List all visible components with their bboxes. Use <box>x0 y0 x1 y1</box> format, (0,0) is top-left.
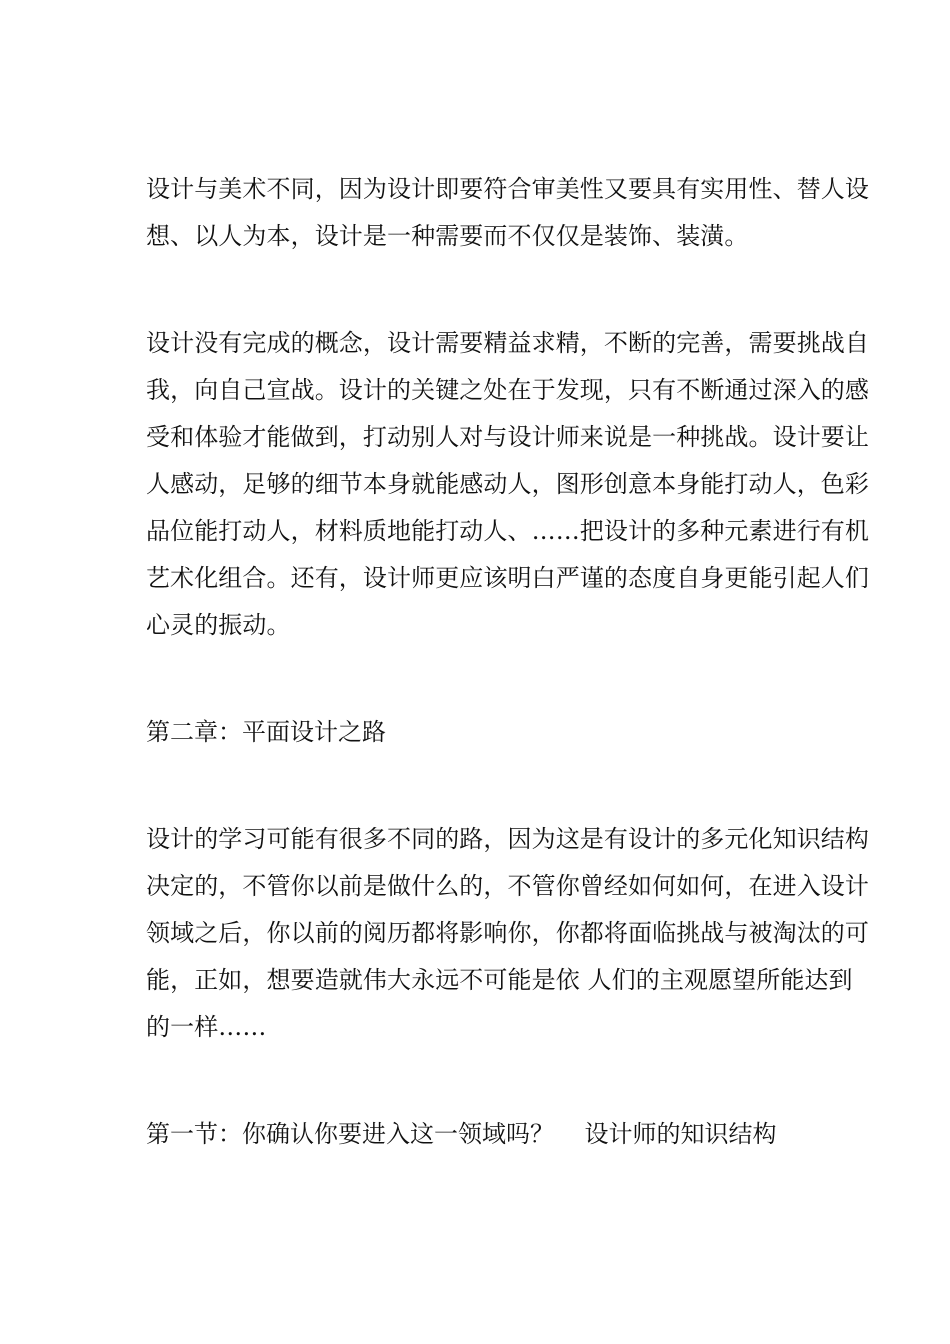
text-line: 人感动，足够的细节本身就能感动人，图形创意本身能打动人，色彩 <box>146 470 869 498</box>
text-line: 的一样…… <box>146 1013 267 1041</box>
text-line: 品位能打动人，材料质地能打动人、……把设计的多种元素进行有机 <box>146 517 869 545</box>
text-line: 领域之后，你以前的阅历都将影响你，你都将面临挑战与被淘汰的可 <box>146 919 869 947</box>
section-heading: 第一节：你确认你要进入这一领域吗？ 设计师的知识结构 <box>146 1120 777 1148</box>
text-line: 设计的学习可能有很多不同的路，因为这是有设计的多元化知识结构 <box>146 825 869 853</box>
text-line: 受和体验才能做到，打动别人对与设计师来说是一种挑战。设计要让 <box>146 423 869 451</box>
paragraph-design-never-complete <box>146 320 869 649</box>
paragraph-gap <box>146 756 811 816</box>
paragraph-design-vs-art <box>146 166 869 260</box>
text-line: 设计没有完成的概念，设计需要精益求精，不断的完善，需要挑战自 <box>146 329 869 357</box>
text-line: 我，向自己宣战。设计的关键之处在于发现，只有不断通过深入的感 <box>146 376 869 404</box>
paragraph-gap <box>146 649 811 709</box>
chapter-heading: 第二章：平面设计之路 <box>146 718 386 746</box>
text-line: 艺术化组合。还有，设计师更应该明白严谨的态度自身更能引起人们 <box>146 564 869 592</box>
text-line: 设计与美术不同，因为设计即要符合审美性又要具有实用性、替人设 <box>146 175 869 203</box>
text-line: 想、以人为本，设计是一种需要而不仅仅是装饰、装潢。 <box>146 222 749 250</box>
paragraph-gap <box>146 260 811 320</box>
text-line: 心灵的振动。 <box>146 611 291 639</box>
paragraph-gap <box>146 1051 811 1111</box>
text-line: 决定的，不管你以前是做什么的，不管你曾经如何如何，在进入设计 <box>146 872 869 900</box>
paragraph-learning-paths <box>146 816 869 1051</box>
text-line: 能，正如，想要造就伟大永远不可能是依 人们的主观愿望所能达到 <box>146 966 853 994</box>
document-body <box>146 166 869 1158</box>
